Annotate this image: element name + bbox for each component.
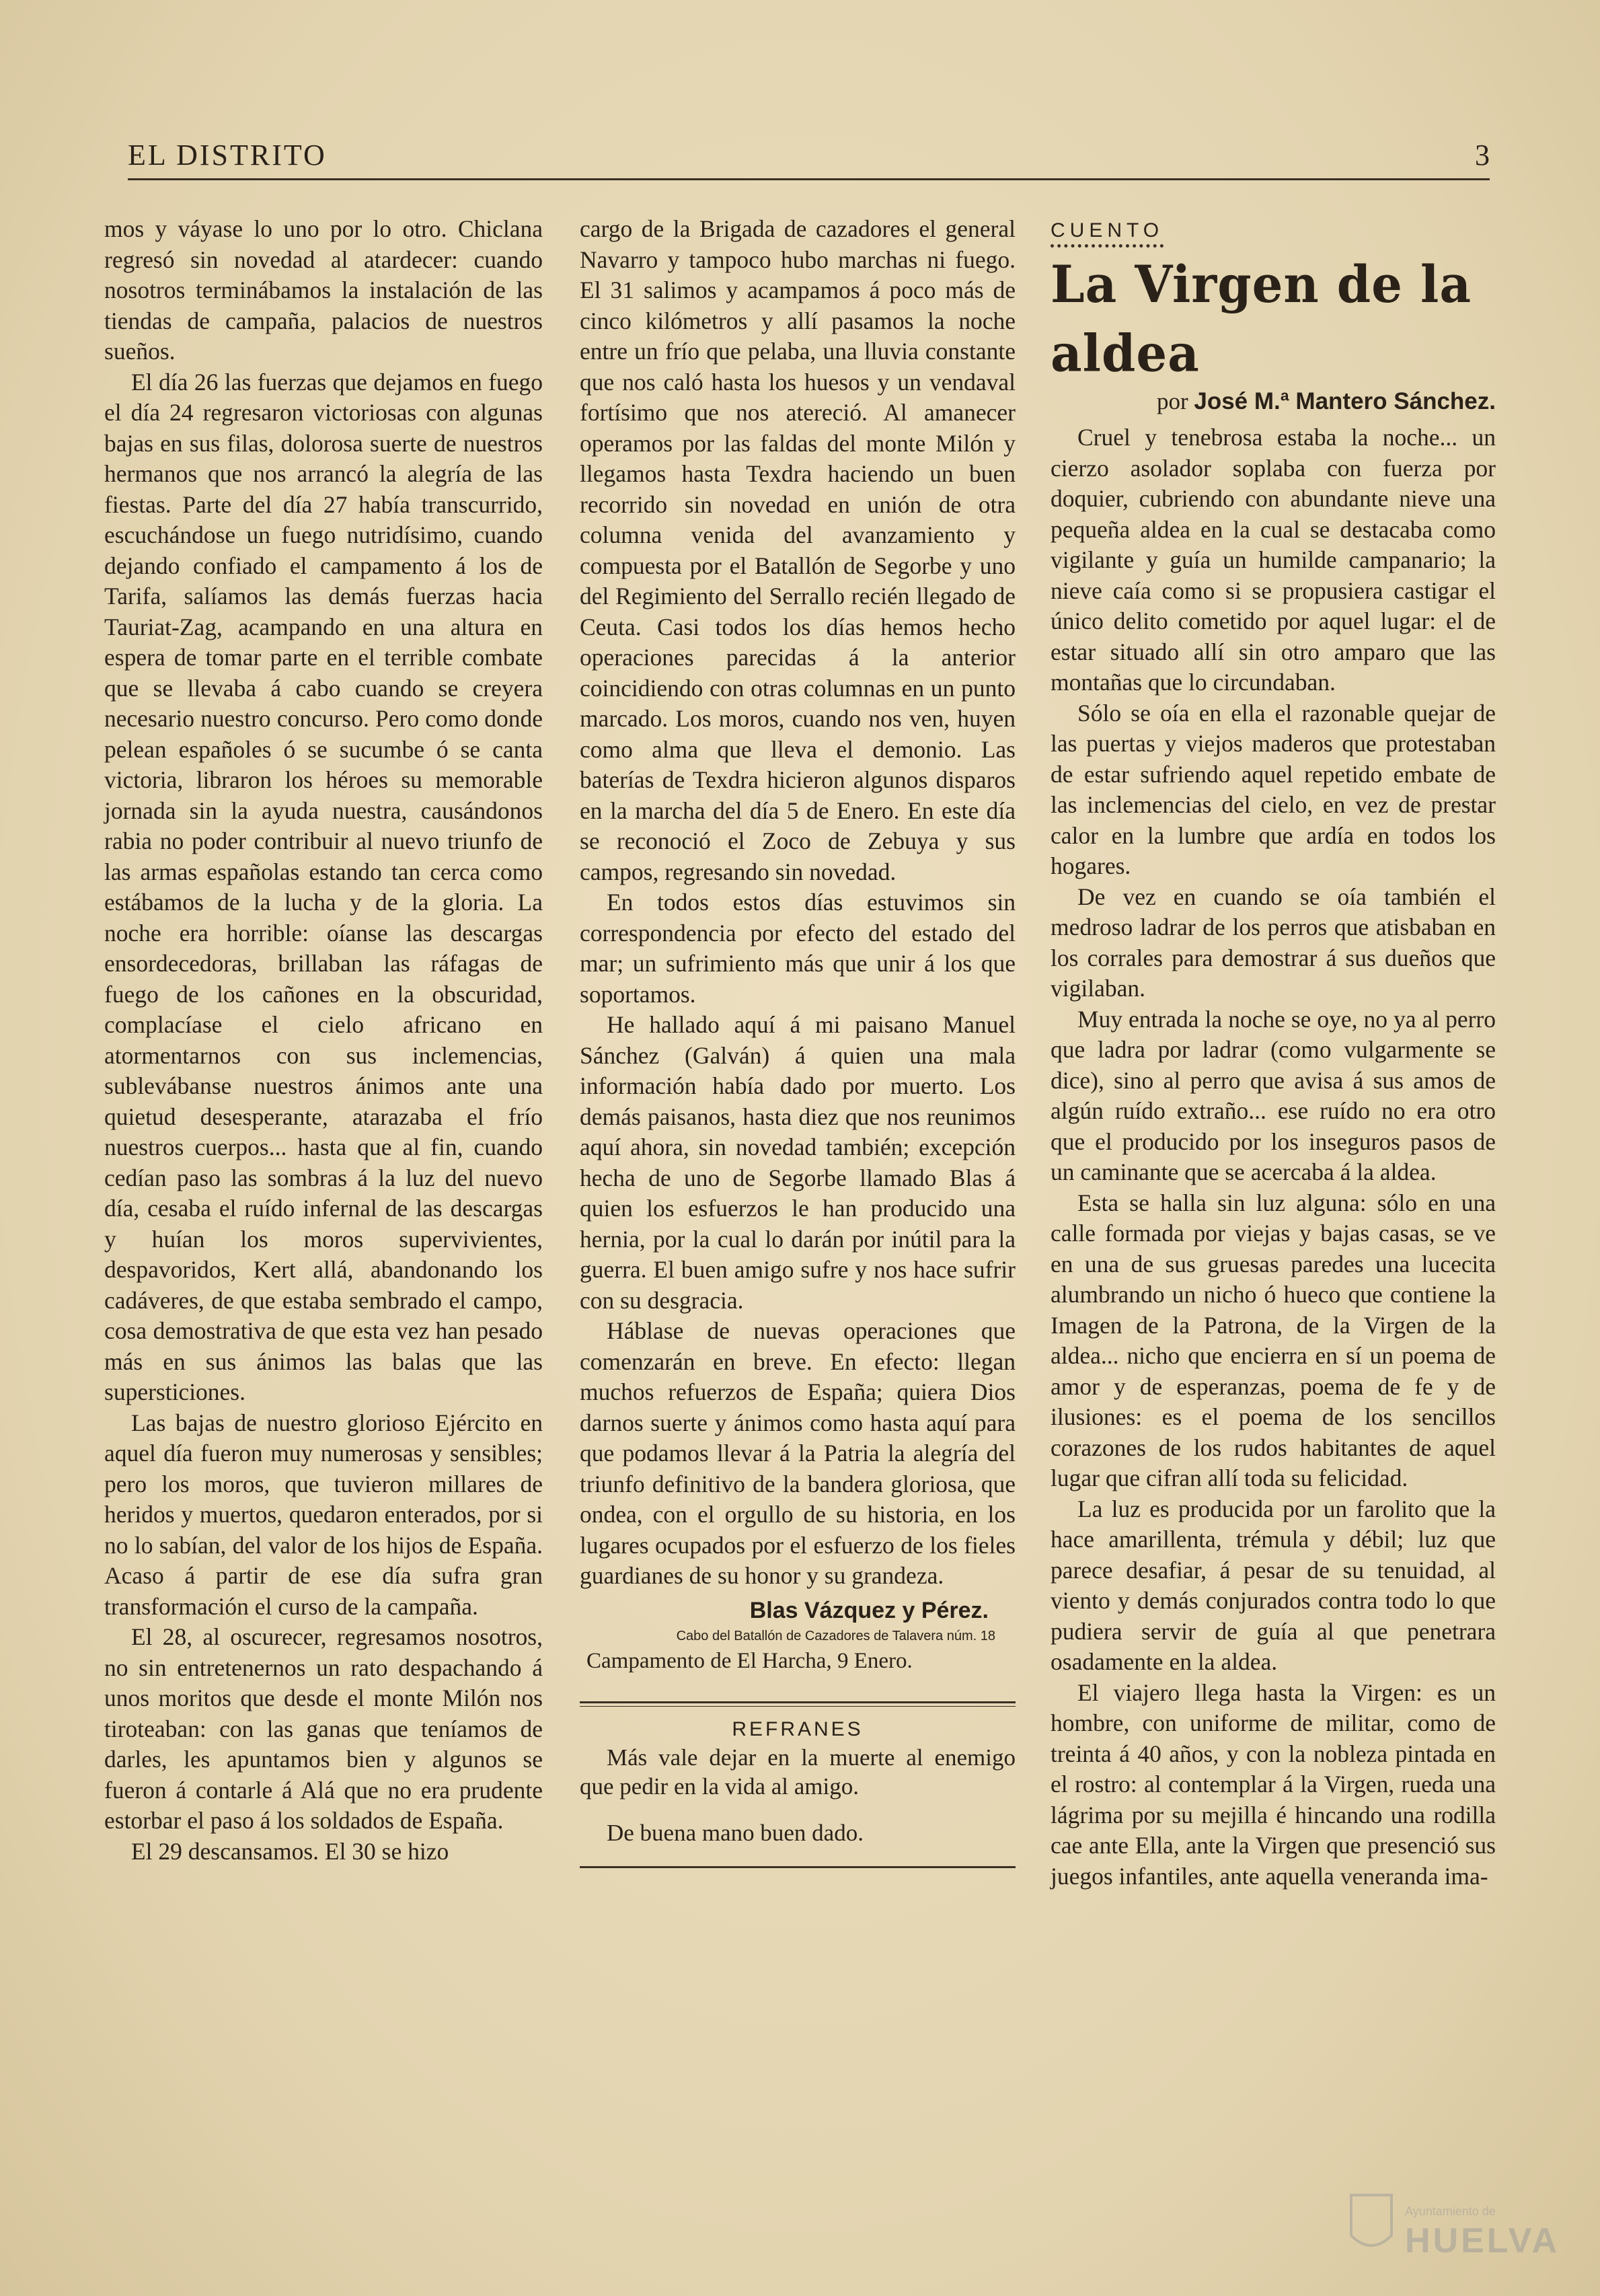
paragraph: mos y váyase lo uno por lo otro. Chiclana regresó sin novedad al atardecer: cuando nosotros terminábamos la instalación de las tiendas de campaña, palacios de nuestros sueños. — [104, 215, 543, 365]
column-1 — [104, 214, 543, 1867]
refranes-section — [580, 1716, 1016, 1868]
column-2 — [580, 214, 1016, 1868]
refranes-heading: REFRANES — [732, 1717, 864, 1740]
paragraph: El 28, al oscurecer, regresamos nosotros, no sin entretenernos un rato despachando á unos moritos que desde el monte Milón nos tiroteaban: con las ganas que teníamos de darles, les apuntamos bien y algunos se fueron á contarle á Alá que no era prudente estorbar el paso á los soldados de España. — [104, 1623, 543, 1834]
paragraph: Sólo se oía en ella el razonable quejar de las puertas y viejos maderos que protestaban de estar sufriendo aquel repetido embate de las inclemencias del cielo, en vez de prestar calor en la lumbre que ardía en todos los hogares. — [1051, 699, 1496, 879]
signer-rank: Cabo del Batallón de Cazadores de Talavera núm. 18 — [676, 1629, 995, 1643]
section-divider — [580, 1866, 1016, 1868]
paragraph: Háblase de nuevas operaciones que comenzarán en breve. En efecto: llegan muchos refuerzos de España; quiera Dios darnos suerte y ánimos como hasta aquí para que podamos llevar á la Patria la alegría del triunfo definitivo de la bandera gloriosa, que ondea, con el orgullo de su historia, en los lugares ocupados por el esfuerzo de los fieles guardianes de su honor y su grandeza. — [580, 1317, 1016, 1589]
author-name: José M.ª Mantero Sánchez. — [1194, 388, 1496, 414]
paragraph: Cruel y tenebrosa estaba la noche... un cierzo asolador soplaba con fuerza por doquier, cubriendo con abundante nieve una pequeña aldea en la cual se destacaba como vigilante y guía un humilde campanario; la nieve caía como si se propusiera castigar el único delito cometido por aquel lugar: el de estar situado allí sin otro amparo que las montañas que lo circundaban. — [1051, 424, 1496, 696]
stamp-subtext: Ayuntamiento de — [1405, 2205, 1496, 2218]
paragraph: Las bajas de nuestro glorioso Ejército en aquel día fueron muy numerosas y sensibles; pero los moros, que tuvieron millares de heridos y muertos, quedaron enterados, por si no lo sabían, del valor de los hijos de España. Acaso á partir de ese día sufra gran transformación el curso de la campaña. — [104, 1409, 543, 1620]
stamp-text: HUELVA — [1405, 2221, 1560, 2260]
letter-signature: Blas Vázquez y Pérez. — [749, 1597, 989, 1623]
coat-of-arms-icon — [1338, 2182, 1560, 2269]
byline — [1051, 385, 1496, 418]
paragraph: El día 26 las fuerzas que dejamos en fuego el día 24 regresaron victoriosas con algunas bajas en sus filas, dolorosa suerte de nuestros hermanos que nos arrancó la alegría de las fiestas. Parte del día 27 había transcurrido, escuchándose un fuego nutridísimo, cuando dejando confiado el campamento á los de Tarifa, salíamos las demás fuerzas hacia Tauriat-Zag, acampando en una altura en espera de tomar parte en el terrible combate que se llevaba á cabo cuando se creyera necesario nuestro concurso. Pero como donde pelean españoles ó se sucumbe ó se canta victoria, libraron los héroes su memorable jornada sin la ayuda nuestra, causándonos rabia no poder contribuir al nuevo triunfo de las armas españolas estando tan cerca como estábamos de la lucha y de la gloria. La noche era horrible: oíanse las descargas ensordecedoras, brillaban las ráfagas de fuego de los cañones en la obscuridad, complacíase el cielo africano en atormentarnos con sus inclemencias, sublevábanse nuestros ánimos ante una quietud desesperante, atarazaba el frío nuestros cuerpos... hasta que al fin, cuando cedían paso las sombras á la luz del nuevo día, cesaba el ruído infernal de las descargas y huían los moros supervivientes, despavoridos, Kert allá, abandonando los cadáveres, de que estaba sembrado el campo, cosa demostrativa de que esta vez han pesado más en sus ánimos las balas que las supersticiones. — [104, 368, 543, 1405]
paragraph: El viajero llega hasta la Virgen: es un hombre, con uniforme de militar, como de treinta á 40 años, y con la nobleza pintada en el rostro: al contemplar á la Virgen, rueda una lágrima por su mejilla é hincando una rodilla cae ante Ella, ante la Virgen que presenció sus juegos infantiles, ante aquella veneranda ima- — [1051, 1678, 1496, 1890]
page-header — [128, 138, 1490, 180]
masthead-title: EL DISTRITO — [128, 139, 327, 172]
paragraph: cargo de la Brigada de cazadores el general Navarro y tampoco hubo marchas ni fuego. El 31 salimos y acampamos á poco más de cinco kilómetros y allí pasamos la noche entre un frío que pelaba, una lluvia constante que nos caló hasta los huesos y un vendaval fortísimo que nos atereció. Al amanecer operamos por las faldas del monte Milón y llegamos hasta Texdra haciendo un buen recorrido sin novedad en unión de otra columna venida del avanzamiento y compuesta por el Batallón de Segorbe y uno del Regimiento del Serrallo recién llegado de Ceuta. Casi todos los días hemos hecho operaciones parecidas á la anterior coincidiendo con otras columnas en un punto marcado. Los moros, cuando nos ven, huyen como alma que lleva el demonio. Las baterías de Texdra hicieron algunos disparos en la marcha del día 5 de Enero. En este día se reconoció el Zoco de Zebuya y sus campos, regresando sin novedad. — [580, 215, 1016, 885]
paragraph: La luz es producida por un farolito que la hace amarillenta, trémula y débil; luz que parece desafiar, á pesar de su tenuidad, al viento y demás conjurados contra todo lo que pudiera servir de guía al que penetrara osadamente en la aldea. — [1051, 1495, 1496, 1675]
story-title: La Virgen de la aldea — [1051, 254, 1472, 383]
section-divider — [580, 1701, 1016, 1707]
byline-prefix: por — [1156, 388, 1188, 414]
refran-item: De buena mano buen dado. — [607, 1819, 864, 1846]
paragraph: He hallado aquí á mi paisano Manuel Sánchez (Galván) á quien una mala información había dado por muerto. Los demás paisanos, hasta diez que nos reunimos aquí ahora, sin novedad también; excepción hecha de uno de Segorbe llamado Blas á quien los esfuerzos le han producido una hernia, por la cual lo darán por inútil para la guerra. El buen amigo sufre y nos hace sufrir con su desgracia. — [580, 1011, 1016, 1314]
paragraph: De vez en cuando se oía también el medroso ladrar de los perros que atisbaban en los corrales para demostrar á sus dueños que vigilaban. — [1051, 883, 1496, 1002]
paragraph: En todos estos días estuvimos sin correspondencia por efecto del estado del mar; un sufrimiento más que unir á los que soportamos. — [580, 889, 1016, 1008]
paragraph: Esta se halla sin luz alguna: sólo en una calle formada por viejas y bajas casas, se ve en una de sus gruesas paredes una lucecita alumbrando un nicho ó hueco que contiene la Imagen de la Patrona, de la Virgen de la aldea... nicho que encierra en sí un poema de amor y de esperanzas, poema de fe y de ilusiones: es el poema de los sencillos corazones de los rudos habitantes de aquel lugar que cifran allí toda su felicidad. — [1051, 1189, 1496, 1491]
page-number: 3 — [1475, 139, 1490, 172]
section-label: CUENTO — [1051, 219, 1164, 248]
paragraph: Muy entrada la noche se oye, no ya al perro que ladra por ladrar (como vulgarmente se dice), sino al perro que avisa á sus amos de algún ruído extraño... ese ruído no era otro que el producido por los inseguros pasos de un caminante que se acercaba á la aldea. — [1051, 1005, 1496, 1185]
column-3 — [1051, 214, 1496, 1892]
refran-item: Más vale dejar en la muerte al enemigo que pedir en la vida al amigo. — [580, 1744, 1016, 1800]
archive-watermark — [1338, 2182, 1560, 2269]
place-date: Campamento de El Harcha, 9 Enero. — [586, 1649, 913, 1673]
paragraph: El 29 descansamos. El 30 se hizo — [131, 1837, 449, 1865]
